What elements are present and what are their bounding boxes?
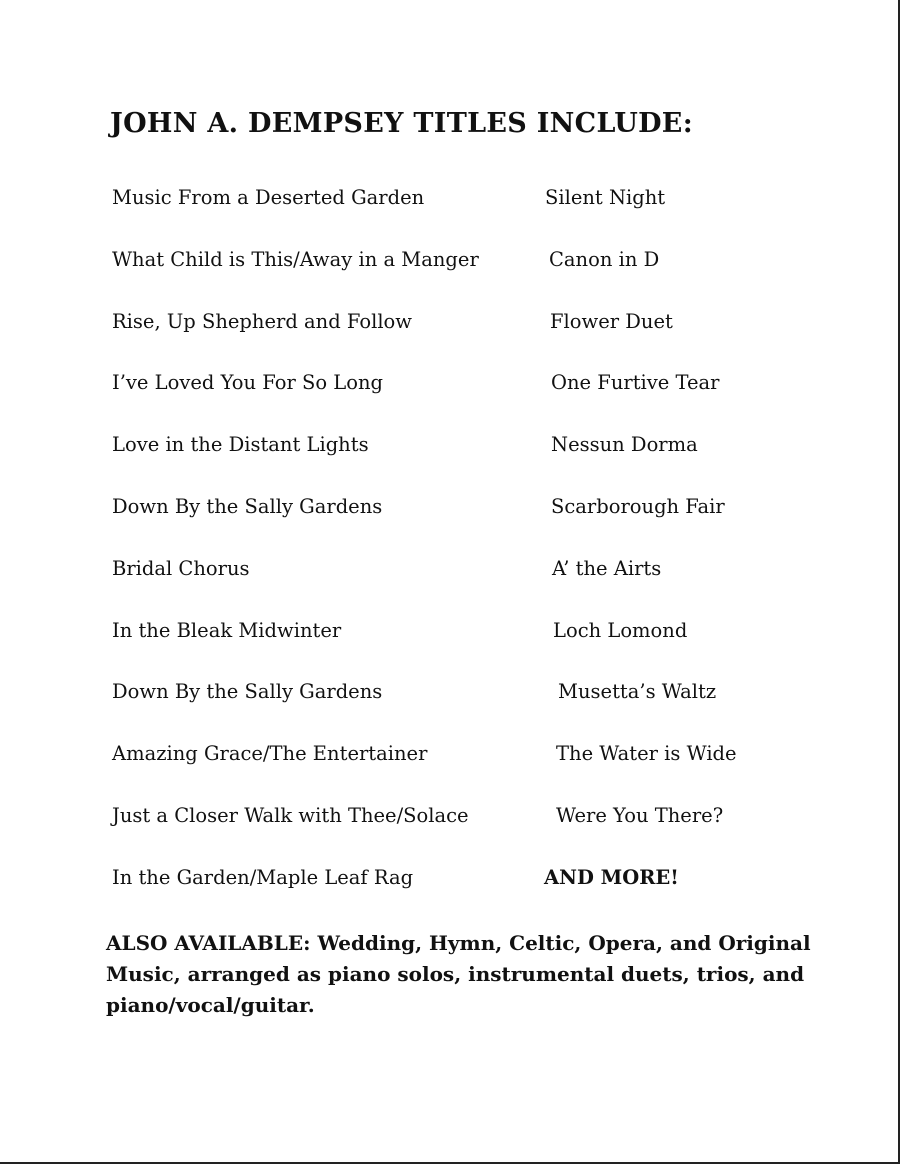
and-more-label: AND MORE! — [544, 865, 679, 889]
title-right: Silent Night — [545, 186, 666, 209]
title-right: Loch Lomond — [553, 618, 688, 642]
title-left: Love in the Distant Lights — [112, 433, 369, 457]
title-left: Just a Closer Walk with Thee/Solace — [112, 803, 469, 827]
title-row — [112, 866, 812, 928]
title-row — [112, 680, 812, 742]
also-available-note: ALSO AVAILABLE: Wedding, Hymn, Celtic, Opera, and Original Music, arranged as piano solos, instrumental duets, trios, and piano/vocal/guitar. — [106, 931, 811, 1017]
title-right: Were You There? — [556, 803, 724, 827]
title-left: What Child is This/Away in a Manger — [112, 247, 479, 271]
title-left: Amazing Grace/The Entertainer — [112, 742, 428, 766]
title-row — [112, 186, 812, 248]
title-row — [112, 433, 812, 495]
title-right: Canon in D — [549, 247, 660, 271]
title-row — [112, 495, 812, 557]
titles-list — [112, 186, 812, 928]
title-row — [112, 248, 812, 310]
title-left: I’ve Loved You For So Long — [112, 371, 384, 395]
title-row — [112, 742, 812, 804]
title-row — [112, 804, 812, 866]
title-right: A’ the Airts — [552, 556, 662, 580]
title-left: In the Bleak Midwinter — [112, 618, 342, 642]
title-row — [112, 371, 812, 433]
page-title: JOHN A. DEMPSEY TITLES INCLUDE: — [110, 108, 693, 139]
title-row — [112, 310, 812, 372]
title-row — [112, 619, 812, 681]
title-left: Rise, Up Shepherd and Follow — [112, 309, 412, 333]
title-left: Down By the Sally Gardens — [112, 680, 383, 704]
title-right: Nessun Dorma — [551, 433, 698, 457]
title-right: One Furtive Tear — [551, 371, 720, 395]
title-right: Scarborough Fair — [551, 494, 725, 518]
title-row — [112, 557, 812, 619]
title-right: Musetta’s Waltz — [558, 680, 717, 704]
title-right: The Water is Wide — [556, 742, 737, 766]
title-right: Flower Duet — [550, 309, 673, 333]
title-left: Down By the Sally Gardens — [112, 494, 383, 518]
title-left: In the Garden/Maple Leaf Rag — [112, 865, 414, 889]
title-left: Music From a Deserted Garden — [112, 186, 425, 209]
title-left: Bridal Chorus — [112, 556, 250, 580]
